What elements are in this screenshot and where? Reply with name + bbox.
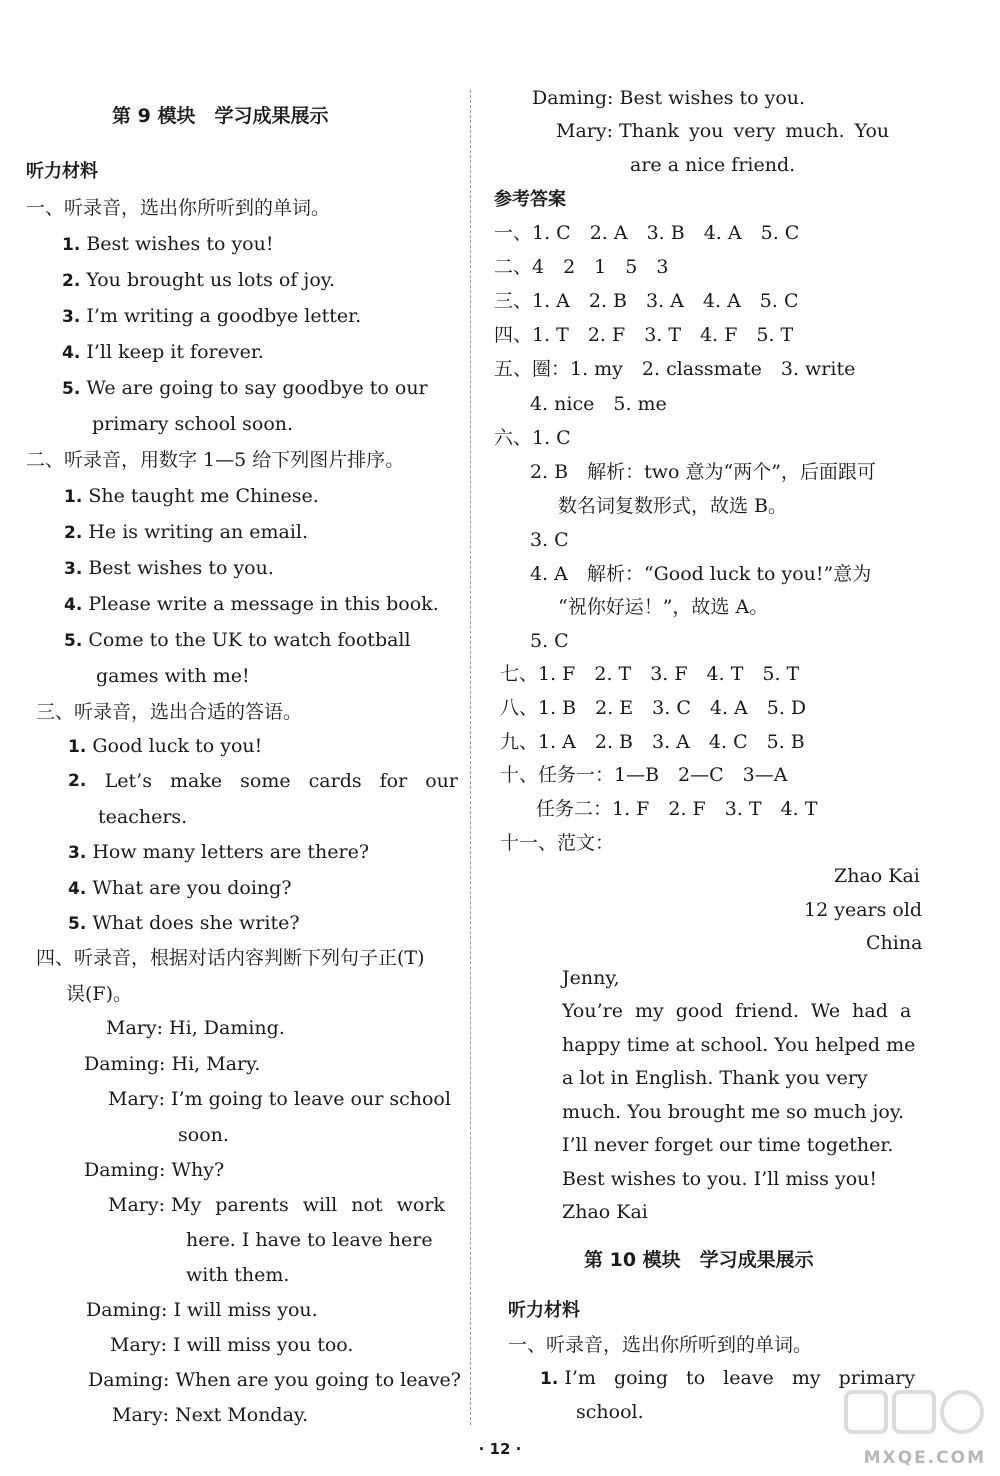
dialogue-line: Daming: Best wishes to you.: [532, 87, 806, 109]
list-item: 4. What are you doing?: [68, 877, 292, 899]
dialogue-line: Mary: Next Monday.: [112, 1404, 309, 1426]
letter-body-line: a lot in English. Thank you very: [562, 1067, 868, 1089]
dialogue-line: Daming: I will miss you.: [86, 1299, 318, 1321]
answer-row: 四、1. T 2. F 3. T 4. F 5. T: [494, 324, 794, 346]
letter-body-line: Best wishes to you. I’ll miss you!: [562, 1168, 878, 1190]
answer-row: 一、1. C 2. A 3. B 4. A 5. C: [494, 222, 800, 244]
answer-row: 数名词复数形式，故选 B。: [558, 495, 788, 517]
list-item: 1. I’m going to leave my primary: [540, 1367, 916, 1389]
column-divider: [470, 90, 471, 1425]
list-item: 3. I’m writing a goodbye letter.: [62, 305, 362, 327]
letter-address-line: 12 years old: [804, 899, 923, 921]
list-item: 5. What does she write?: [68, 912, 300, 934]
answer-row: 九、1. A 2. B 3. A 4. C 5. B: [500, 731, 805, 753]
answer-row: 4. A 解析：“Good luck to you!”意为: [530, 563, 872, 585]
list-item: 5. Come to the UK to watch football: [64, 629, 411, 651]
list-item-continuation: school.: [576, 1401, 644, 1423]
answer-row: 六、1. C: [494, 427, 571, 449]
answers-heading: 参考答案: [494, 189, 566, 210]
dialogue-line: here. I have to leave here: [186, 1229, 433, 1251]
module-10-title: 第 10 模块 学习成果展示: [584, 1249, 814, 1271]
module-9-title: 第 9 模块 学习成果展示: [112, 105, 329, 127]
answer-row: 八、1. B 2. E 3. C 4. A 5. D: [500, 697, 807, 719]
answer-row: 十一、范文：: [500, 832, 615, 854]
section-4-title-cont: 误(F)。: [66, 983, 133, 1005]
section-3-title: 三、听录音，选出合适的答语。: [36, 701, 303, 723]
answer-row: 七、1. F 2. T 3. F 4. T 5. T: [500, 663, 800, 685]
answer-row: 三、1. A 2. B 3. A 4. A 5. C: [494, 290, 799, 312]
list-item: 2. You brought us lots of joy.: [62, 269, 336, 291]
dialogue-line: Mary: Hi, Daming.: [106, 1017, 285, 1039]
letter-body-line: much. You brought me so much joy.: [562, 1101, 905, 1123]
watermark-text: MXQE.COM: [863, 1448, 986, 1468]
dialogue-line: soon.: [178, 1124, 229, 1146]
list-item: 1. She taught me Chinese.: [64, 485, 319, 507]
answer-row: “祝你好运！”，故选 A。: [558, 596, 769, 618]
letter-body-line: You’re my good friend. We had a: [562, 1000, 912, 1022]
answer-row: 五、圈：1. my 2. classmate 3. write: [494, 358, 856, 380]
answer-row: 二、4 2 1 5 3: [494, 256, 669, 278]
list-item: 5. We are going to say goodbye to our: [62, 377, 428, 399]
answer-row: 5. C: [530, 630, 569, 652]
listening-heading: 听力材料: [26, 161, 98, 182]
list-item-continuation: games with me!: [96, 665, 250, 687]
page-number: · 12 ·: [478, 1440, 522, 1458]
section-2-title: 二、听录音，用数字 1—5 给下列图片排序。: [26, 449, 405, 471]
list-item: 3. How many letters are there?: [68, 841, 370, 863]
list-item: 2. Let’s make some cards for our: [68, 770, 458, 792]
letter-greeting: Jenny,: [562, 967, 620, 989]
answer-row: 任务二：1. F 2. F 3. T 4. T: [536, 798, 818, 820]
section-1-title-2: 一、听录音，选出你所听到的单词。: [508, 1334, 813, 1356]
list-item-continuation: teachers.: [98, 806, 188, 828]
list-item: 1. Good luck to you!: [68, 735, 263, 757]
dialogue-line: Daming: Why?: [84, 1159, 225, 1181]
answer-row: 3. C: [530, 529, 569, 551]
list-item: 2. He is writing an email.: [64, 521, 309, 543]
list-item: 4. I’ll keep it forever.: [62, 341, 264, 363]
section-4-title: 四、听录音，根据对话内容判断下列句子正(T): [36, 947, 425, 969]
letter-signature: Zhao Kai: [562, 1201, 648, 1223]
dialogue-line: Mary: I will miss you too.: [110, 1334, 354, 1356]
list-item: 1. Best wishes to you!: [62, 233, 274, 255]
letter-address-line: China: [866, 932, 923, 954]
letter-body-line: happy time at school. You helped me: [562, 1034, 916, 1056]
listening-heading-2: 听力材料: [508, 1300, 580, 1321]
dialogue-line: Mary: Thank you very much. You: [556, 120, 890, 142]
letter-address-line: Zhao Kai: [834, 865, 920, 887]
dialogue-line: Mary: I’m going to leave our school: [108, 1088, 451, 1110]
dialogue-line: with them.: [186, 1264, 290, 1286]
list-item-continuation: primary school soon.: [92, 413, 294, 435]
answer-row: 4. nice 5. me: [530, 393, 667, 415]
answer-row: 2. B 解析：two 意为“两个”，后面跟可: [530, 461, 876, 483]
dialogue-line: Mary: My parents will not work: [108, 1194, 445, 1216]
letter-body-line: I’ll never forget our time together.: [562, 1134, 894, 1156]
dialogue-line: Daming: Hi, Mary.: [84, 1053, 261, 1075]
dialogue-line: Daming: When are you going to leave?: [88, 1369, 461, 1391]
section-1-title: 一、听录音，选出你所听到的单词。: [26, 197, 331, 219]
list-item: 3. Best wishes to you.: [64, 557, 274, 579]
dialogue-line: are a nice friend.: [630, 154, 796, 176]
list-item: 4. Please write a message in this book.: [64, 593, 439, 615]
answer-row: 十、任务一：1—B 2—C 3—A: [500, 764, 788, 786]
